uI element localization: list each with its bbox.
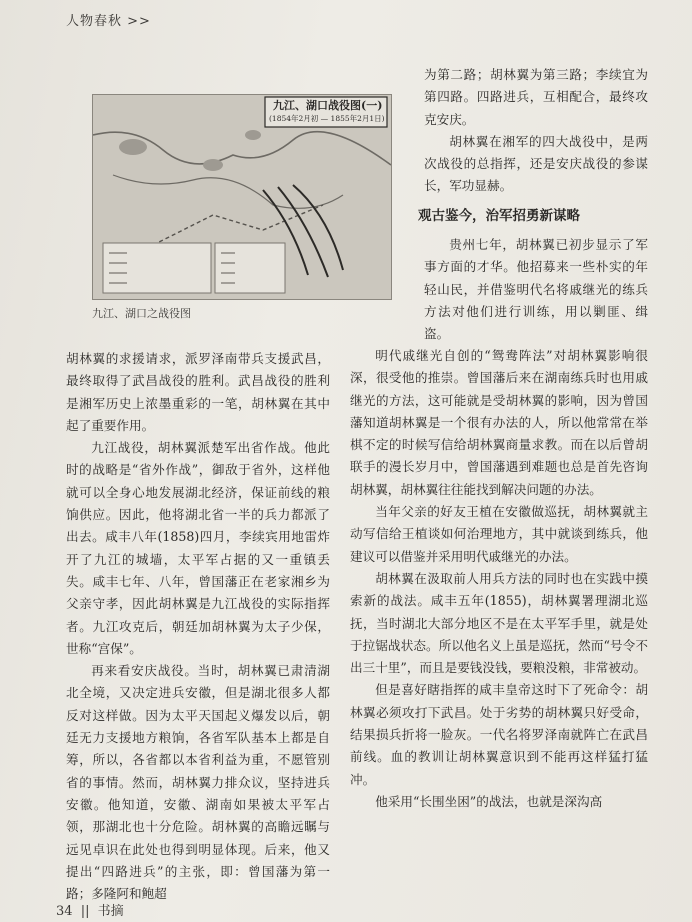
book-name: 书摘 — [97, 904, 124, 919]
paragraph: 胡林翼的求援请求，派罗泽南带兵支援武昌，最终取得了武昌战役的胜利。武昌战役的胜利是湘军历史上浓墨重彩的一笔，胡林翼在其中起了重要作用。 — [66, 351, 330, 433]
paragraph: 当年父亲的好友王植在安徽做巡抚，胡林翼就主动写信给王植谈如何治理地方，其中就谈到练兵，他建议可以借鉴并采用明代戚继光的办法。 — [350, 504, 648, 564]
section-heading: 观古鉴今，治军招勇新谋略 — [418, 208, 580, 224]
right-column-lower — [350, 345, 648, 813]
page-number: 34 — [56, 904, 73, 919]
paragraph: 再来看安庆战役。当时，胡林翼已肃清湖北全境，又决定进兵安徽，但是湖北很多人都反对这样做。因为太平天国起义爆发以后，朝廷无力支援地方粮饷，各省军队基本上都是自筹，所以，各省都以本省利益为重，不愿管别省的事情。然而，胡林翼力排众议，坚持进兵安徽。他知道，安徽、湖南如果被太平军占领，那湖北也十分危险。胡林翼的高瞻远瞩与远见卓识在此处也得到明显体现。后来，他又提出“四路进兵”的主张，即：曾国藩为第一路；多隆阿和鲍超 — [66, 663, 330, 902]
paragraph: 但是喜好瞎指挥的咸丰皇帝这时下了死命令：胡林翼必须攻打下武昌。处于劣势的胡林翼只好受命，结果损兵折将一脸灰。一代名将罗泽南就阵亡在武昌前线。血的教训让胡林翼意识到不能再这样猛打猛冲。 — [350, 682, 648, 787]
map-subtitle: (1854年2月初 — 1855年2月1日) — [269, 114, 385, 123]
footer-separator: || — [80, 904, 90, 919]
map-title: 九江、湖口战役图(一) — [273, 99, 383, 112]
running-header: 人物春秋 >> — [66, 14, 151, 29]
map-caption: 九江、湖口之战役图 — [92, 307, 191, 320]
paragraph: 胡林翼在汲取前人用兵方法的同时也在实践中摸索新的战法。咸丰五年(1855)，胡林翼署理湖北巡抚，当时湖北大部分地区不是在太平军手里，就是处于拉锯战状态。所以他名义上虽是巡抚，然而“号令不出三十里”，而且是要钱没钱，要粮没粮，非常被动。 — [350, 570, 648, 676]
paragraph: 明代戚继光自创的“鸳鸯阵法”对胡林翼影响很深，很受他的推崇。曾国藩后来在湖南练兵时也用戚继光的方法，这可能就是受胡林翼的影响，因为曾国藩知道胡林翼是一个很有办法的人，所以他常常在举棋不定的时候写信给胡林翼商量求教。而在以后曾胡联手的漫长岁月中，曾国藩遇到难题也总是首先咨询胡林翼，胡林翼往往能找到解决问题的办法。 — [350, 348, 648, 497]
paragraph: 贵州七年，胡林翼已初步显示了军事方面的才华。他招募来一些朴实的年轻山民，并借鉴明代名将戚继光的练兵方法对他们进行训练，用以剿匪、缉盗。 — [424, 237, 648, 342]
page-footer — [56, 900, 124, 919]
paragraph: 九江战役，胡林翼派楚军出省作战。他此时的战略是“省外作战”，御敌于省外，这样他就可以全身心地发展湖北经济，保证前线的粮饷供应。因此，他将湖北省一半的兵力都派了出去。咸丰八年(1858)四月，李续宾用地雷炸开了九江的城墙，太平军占据的又一重镇丢失。咸丰七年、八年，曾国藩正在老家湘乡为父亲守孝，因此胡林翼是九江战役的实际指挥者。九江攻克后，朝廷加胡林翼为太子少保，世称“宫保”。 — [66, 440, 330, 656]
left-column — [66, 348, 330, 905]
battle-map-illustration — [93, 95, 391, 299]
paragraph: 胡林翼在湘军的四大战役中，是两次战役的总指挥，还是安庆战役的参谋长，军功显赫。 — [424, 133, 648, 194]
right-column-top — [424, 64, 648, 198]
paragraph: 他采用“长围坐困”的战法，也就是深沟高 — [375, 793, 603, 809]
paragraph: 为第二路；胡林翼为第三路；李续宜为第四路。四路进兵，互相配合，最终攻克安庆。 — [424, 67, 648, 127]
right-column-upper — [424, 234, 648, 345]
battle-map-figure — [92, 94, 392, 300]
